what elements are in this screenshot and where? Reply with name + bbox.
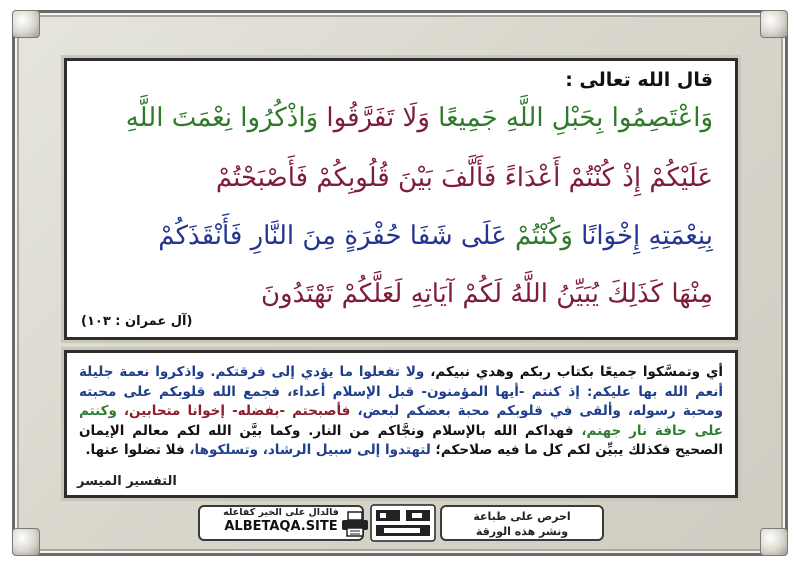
tafsir-segment: واذكروا نعمة جليلة أنعم الله بها عليكم: إذ كنتم -أيها المؤمنون- قبل الإسلام أعداء، فجمع الله قلوبكم على محبته ومحبة رسوله، وألقى في قلوبكم محبة بعضكم لبعض، xyxy=(79,364,723,419)
tafsir-segment: لتهتدوا إلى سبيل الرشاد، وتسلكوها، xyxy=(184,442,431,458)
verse-segment: وَلَا تَفَرَّقُوا xyxy=(318,103,439,133)
verse-line-2: عَلَيْكُمْ إِذْ كُنْتُمْ أَعْدَاءً فَأَلَّفَ بَيْنَ قُلُوبِكُمْ فَأَصْبَحْتُمْ xyxy=(215,163,713,193)
frame-corner-top-left xyxy=(12,10,40,38)
tafsir-segment: أي وتمسَّكوا جميعًا بكتاب ربكم وهدي نبيكم، xyxy=(424,364,723,380)
verse-segment: وَاعْتَصِمُوا بِحَبْلِ اللَّهِ جَمِيعًا xyxy=(438,103,713,133)
verse-panel xyxy=(64,58,738,340)
tafsir-segment: فلا تضلوا عنها. xyxy=(85,442,185,458)
albetaqa-logo xyxy=(370,504,436,542)
tafsir-text xyxy=(79,363,723,461)
tafsir-segment: وكنتم على حافة نار جهنم، xyxy=(79,403,723,439)
tafsir-panel xyxy=(64,350,738,498)
site-url[interactable]: ALBETAQA.SITE xyxy=(224,519,338,534)
verse-line-4: مِنْهَا كَذَلِكَ يُبَيِّنُ اللَّهُ لَكُمْ آيَاتِهِ لَعَلَّكُمْ تَهْتَدُونَ xyxy=(260,279,713,309)
verse-segment: عَلَى شَفَا حُفْرَةٍ مِنَ النَّارِ فَأَنْقَذَكُمْ xyxy=(158,221,515,251)
verse-segment: وَاذْكُرُوا نِعْمَتَ اللَّهِ xyxy=(125,103,319,133)
share-caption: فالدال على الخير كفاعله xyxy=(223,507,339,518)
footer xyxy=(0,502,800,546)
printer-icon xyxy=(340,510,370,538)
tafsir-segment: ولا تفعلوا ما يؤدي إلى فرقتكم. xyxy=(210,364,425,380)
print-line-1: احرص على طباعة xyxy=(473,510,571,523)
print-line-2: ونشر هذه الورقة xyxy=(475,525,569,538)
frame-corner-top-right xyxy=(760,10,788,38)
tafsir-segment: فهداكم الله بالإسلام ونجَّاكم من النار. وكما بيَّن الله لكم معالم الإيمان الصحيح فكذلك يبيِّن لكم كل ما فيه صلاحكم؛ xyxy=(79,422,723,458)
tafsir-segment: فأصبحتم -بفضله- إخوانا متحابين، xyxy=(116,403,351,419)
verse-reference: (آل عمران : ١٠٣) xyxy=(81,314,193,329)
verse-segment: بِنِعْمَتِهِ إِخْوَانًا xyxy=(572,221,713,251)
verse-line-3 xyxy=(89,221,713,251)
verse-intro: قال الله تعالى : xyxy=(565,69,713,91)
tafsir-source: التفسير الميسر xyxy=(77,474,177,489)
print-pill xyxy=(440,505,604,541)
verse-segment: وَكُنْتُمْ xyxy=(514,221,573,251)
verse-line-1 xyxy=(89,103,713,133)
